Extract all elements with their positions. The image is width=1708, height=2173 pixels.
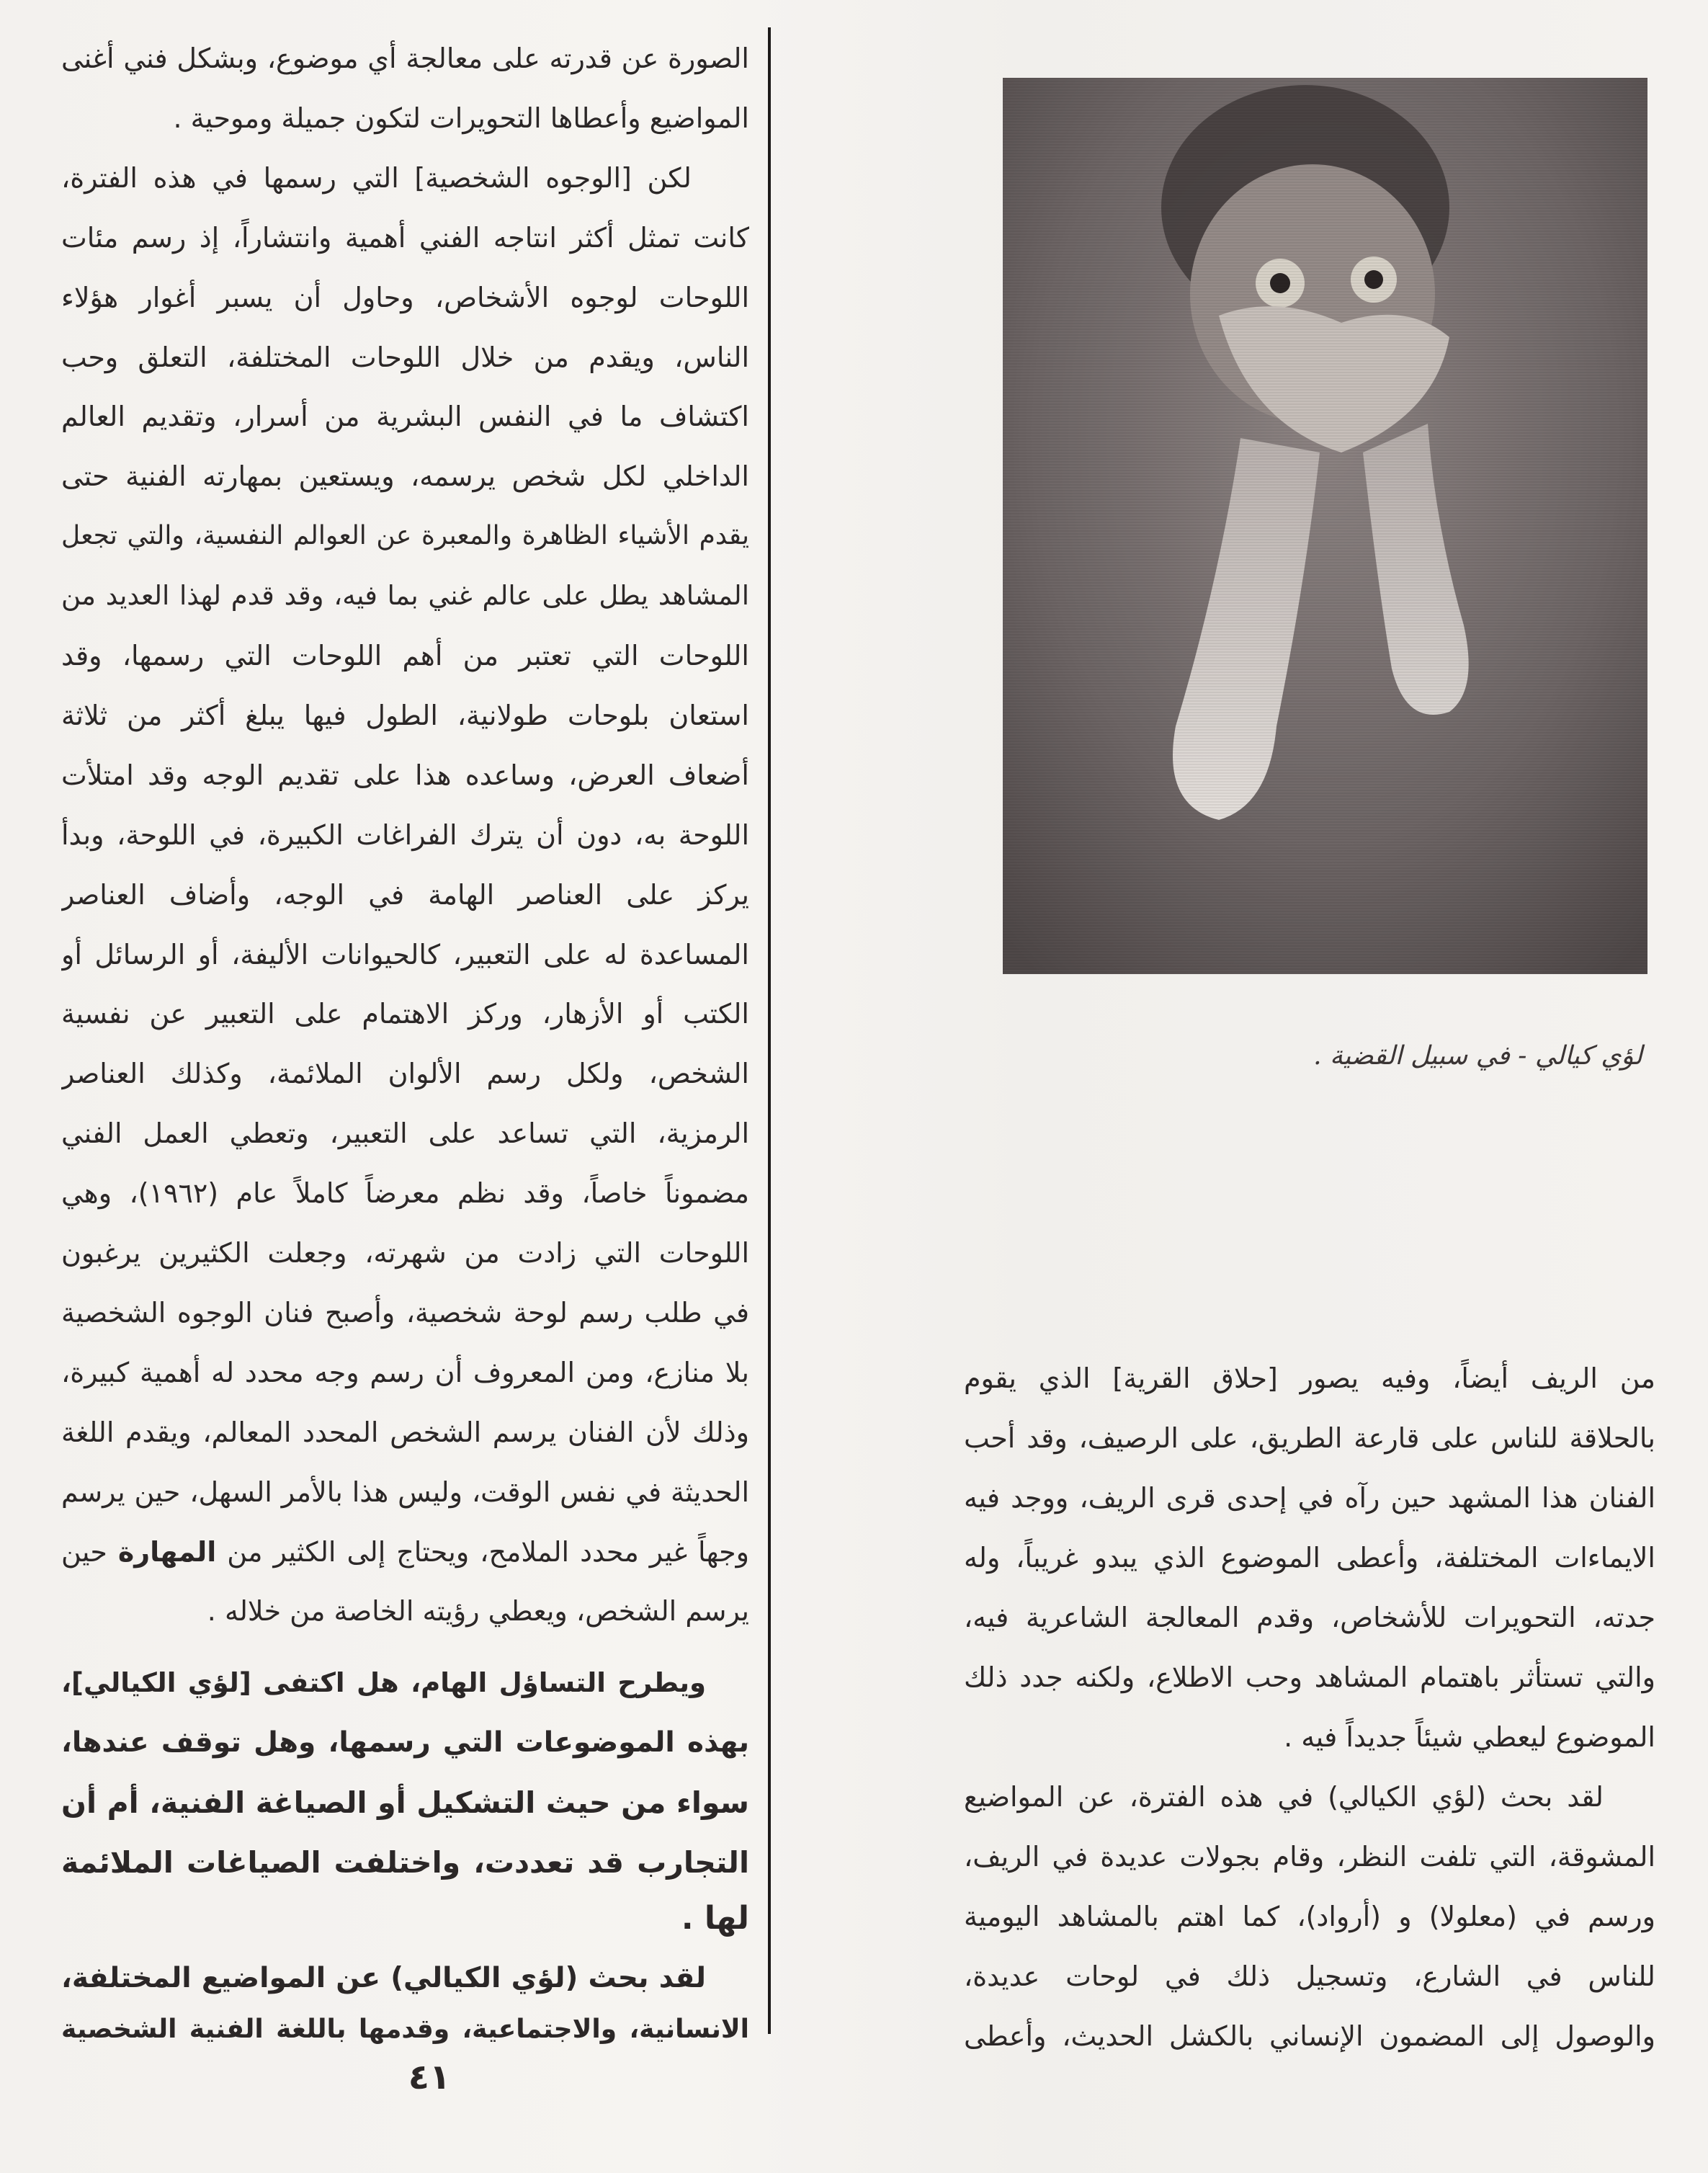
text-line: استعان بلوحات طولانية، الطول فيها يبلغ أكثر من ثلاثة xyxy=(61,700,749,731)
bold-text-line: الانسانية، والاجتماعية، وقدمها باللغة الفنية الشخصية xyxy=(61,2014,749,2044)
painting-image xyxy=(1003,78,1647,974)
text-line: أضعاف العرض، وساعده هذا على تقديم الوجه وقد امتلأت xyxy=(61,759,749,791)
text-line: اكتشاف ما في النفس البشرية من أسرار، وتقديم العالم xyxy=(61,401,749,432)
page-number: ٤١ xyxy=(408,2057,451,2097)
text-line: الناس، ويقدم من خلال اللوحات المختلفة، التعلق وحب xyxy=(61,342,749,373)
text-segment: حين xyxy=(61,1536,107,1568)
bold-text-line: بهذه الموضوعات التي رسمها، وهل توقف عندها، xyxy=(61,1726,749,1759)
text-line: المواضيع وأعطاها التحويرات لتكون جميلة وموحية . xyxy=(173,102,749,134)
bold-text-line: ويطرح التساؤل الهام، هل اكتفى [لؤي الكيالي]، xyxy=(61,1667,706,1698)
text-line: اللوحات التي تعتبر من أهم اللوحات التي رسمها، وقد xyxy=(61,640,749,671)
text-segment: وجهاً غير محدد الملامح، ويحتاج إلى الكثير من xyxy=(227,1536,749,1568)
text-line: الحديثة في نفس الوقت، وليس هذا بالأمر السهل، حين يرسم xyxy=(61,1476,749,1508)
text-line: اللوحات لوجوه الأشخاص، وحاول أن يسبر أغوار هؤلاء xyxy=(61,282,749,313)
text-line: كانت تمثل أكثر انتاجه الفني أهمية وانتشاراً، إذ رسم مئات xyxy=(61,222,749,254)
text-line: يركز على العناصر الهامة في الوجه، وأضاف العناصر xyxy=(61,879,749,911)
bold-text-line: سواء من حيث التشكيل أو الصياغة الفنية، أم أن xyxy=(61,1785,749,1820)
bold-text-line: لها . xyxy=(681,1900,749,1937)
bold-text-line: لقد بحث (لؤي الكيالي) عن المواضيع المختلفة، xyxy=(61,1962,706,1994)
text-line: الرمزية، التي تساعد على التعبير، وتعطي العمل الفني xyxy=(61,1117,749,1149)
column-divider xyxy=(768,27,771,2034)
text-line: الفنان هذا المشهد حين رآه في إحدى قرى الريف، ووجد فيه xyxy=(964,1482,1655,1514)
text-line: من الريف أيضاً، وفيه يصور [حلاق القرية] الذي يقوم xyxy=(964,1362,1655,1394)
text-line: الشخص، ولكل رسم الألوان الملائمة، وكذلك العناصر xyxy=(61,1058,749,1089)
text-line: الكتب أو الأزهار، وركز الاهتمام على التعبير عن نفسية xyxy=(61,998,749,1030)
text-line: المساعدة له على التعبير، كالحيوانات الأليفة، أو الرسائل أو xyxy=(61,939,749,971)
text-line: والوصول إلى المضمون الإنساني بالكشل الحديث، وأعطى xyxy=(964,2020,1655,2052)
text-line: لقد بحث (لؤي الكيالي) في هذه الفترة، عن المواضيع xyxy=(964,1781,1604,1813)
text-line: للناس في الشارع، وتسجيل ذلك في لوحات عديدة، xyxy=(964,1960,1655,1992)
text-line: يقدم الأشياء الظاهرة والمعبرة عن العوالم النفسية، والتي تجعل xyxy=(61,521,749,550)
text-line: الصورة عن قدرته على معالجة أي موضوع، وبشكل فني أغنى xyxy=(61,43,749,74)
text-line: في طلب رسم لوحة شخصية، وأصبح فنان الوجوه الشخصية xyxy=(61,1297,749,1329)
text-line: بلا منازع، ومن المعروف أن رسم وجه محدد له أهمية كبيرة، xyxy=(61,1357,749,1388)
text-line: اللوحة به، دون أن يترك الفراغات الكبيرة، في اللوحة، وبدأ xyxy=(61,819,749,851)
text-line: ورسم في (معلولا) و (أرواد)، كما اهتم بالمشاهد اليومية xyxy=(964,1901,1655,1932)
bold-text-line: التجارب قد تعددت، واختلفت الصياغات الملائمة xyxy=(61,1845,749,1880)
text-line: بالحلاقة للناس على قارعة الطريق، على الرصيف، وقد أحب xyxy=(964,1422,1655,1454)
text-line: اللوحات التي زادت من شهرته، وجعلت الكثيرين يرغبون xyxy=(61,1237,749,1269)
text-line: جدته، التحويرات للأشخاص، وقدم المعالجة الشاعرية فيه، xyxy=(964,1602,1655,1633)
text-line: مضموناً خاصاً، وقد نظم معرضاً كاملاً عام (١٩٦٢)، وهي xyxy=(61,1177,749,1209)
text-line: الموضوع ليعطي شيئاً جديداً فيه . xyxy=(1284,1721,1655,1753)
text-line: المشوقة، التي تلفت النظر، وقام بجولات عديدة في الريف، xyxy=(964,1841,1655,1873)
emphasized-word: المهارة xyxy=(117,1536,217,1568)
text-line: يرسم الشخص، ويعطي رؤيته الخاصة من خلاله . xyxy=(207,1595,749,1627)
painting-caption: لؤي كيالي - في سبيل القضية . xyxy=(1313,1041,1642,1071)
text-line: المشاهد يطل على عالم غني بما فيه، وقد قدم لهذا العديد من xyxy=(61,580,749,611)
text-line: والتي تستأثر باهتمام المشاهد وحب الاطلاع، ولكنه جدد ذلك xyxy=(964,1661,1655,1693)
text-line: الداخلي لكل شخص يرسمه، ويستعين بمهارته الفنية حتى xyxy=(61,460,749,492)
text-line: وذلك لأن الفنان يرسم الشخص المحدد المعالم، ويقدم اللغة xyxy=(61,1416,749,1448)
text-line: الايماءات المختلفة، وأعطى الموضوع الذي يبدو غريباً، وله xyxy=(964,1542,1655,1574)
text-line xyxy=(61,1522,749,1582)
text-line: لكن [الوجوه الشخصية] التي رسمها في هذه الفترة، xyxy=(61,162,692,194)
